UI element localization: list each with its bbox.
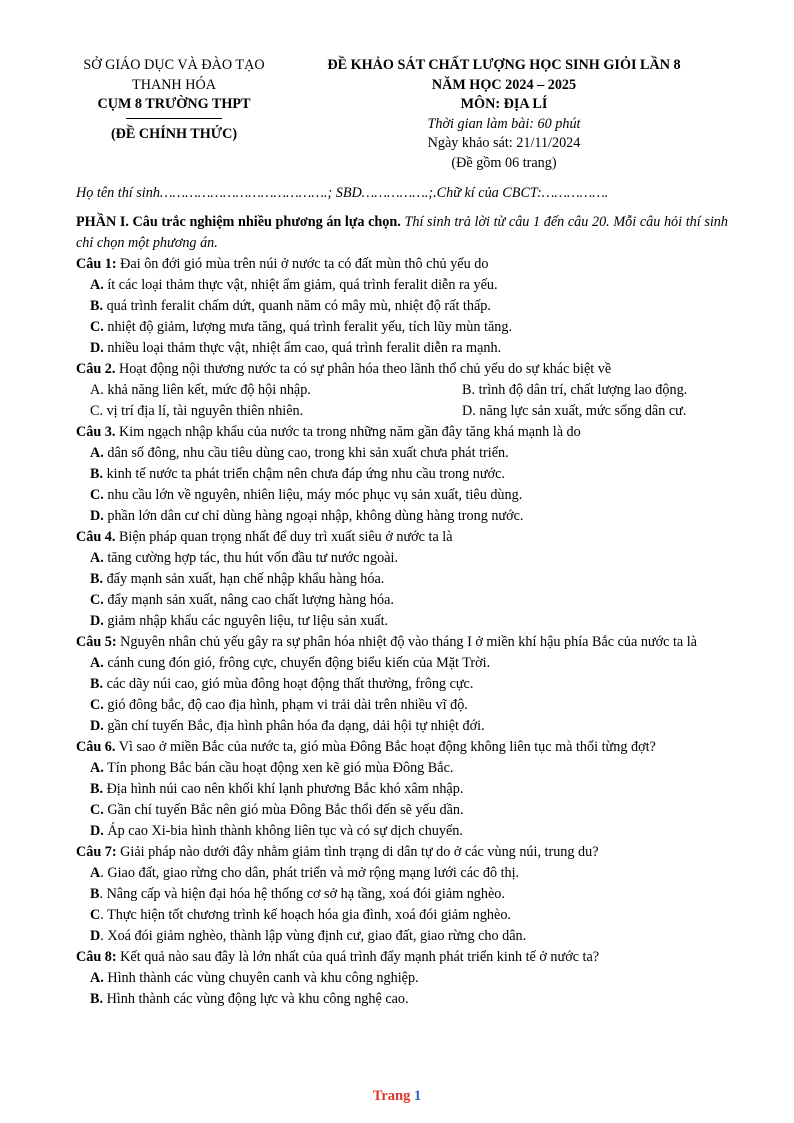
- option-letter: C.: [90, 487, 104, 503]
- option-line: [90, 569, 728, 590]
- question-8: [76, 947, 728, 968]
- exam-date: Ngày khảo sát: 21/11/2024: [427, 135, 581, 151]
- option-letter: C.: [90, 403, 104, 419]
- answer-option: [90, 508, 523, 524]
- option-text: Địa hình núi cao nên khối khí lạnh phương Bắc khó xâm nhập.: [103, 781, 464, 797]
- answer-option: [90, 298, 491, 314]
- option-letter: A.: [90, 550, 104, 566]
- subject-title: MÔN: ĐỊA LÍ: [460, 96, 548, 112]
- option-text: ít các loại thảm thực vật, nhiệt ẩm giảm, quá trình feralit diễn ra yếu.: [103, 277, 498, 293]
- cluster-name: CỤM 8 TRƯỜNG THPT: [97, 96, 251, 112]
- option-row: [90, 401, 728, 422]
- option-line: [90, 989, 728, 1010]
- option-line: [90, 464, 728, 485]
- option-text: . Thực hiện tốt chương trình kế hoạch hóa gia đình, xoá đói giảm nghèo.: [100, 907, 511, 923]
- option-letter: A.: [90, 445, 104, 461]
- department-name: SỞ GIÁO DỤC VÀ ĐÀO TẠO: [83, 57, 265, 73]
- question-7: [76, 842, 728, 863]
- footer-page-word: Trang: [372, 1088, 411, 1104]
- option-text: vị trí địa lí, tài nguyên thiên nhiên.: [103, 403, 304, 419]
- question-3: [76, 422, 728, 443]
- option-line: [90, 821, 728, 842]
- answer-option: [90, 970, 419, 986]
- question-4: [76, 527, 728, 548]
- answer-option: [90, 823, 463, 839]
- answer-option: [90, 466, 505, 482]
- answer-option: [90, 340, 501, 356]
- option-letter: A: [90, 865, 101, 881]
- question-text: Vì sao ở miền Bắc của nước ta, gió mùa Đông Bắc hoạt động không liên tục mà thổi từng đợt?: [115, 739, 656, 755]
- question-list: [76, 254, 728, 1010]
- option-line: [90, 758, 728, 779]
- option-text: Gần chí tuyến Bắc nên gió mùa Đông Bắc thổi đến sẽ yếu dần.: [103, 802, 464, 818]
- option-text: gió đông bắc, độ cao địa hình, phạm vi trải dài trên nhiều vĩ độ.: [103, 697, 468, 713]
- question-label: Câu 5:: [76, 634, 117, 650]
- answer-option: [90, 802, 464, 818]
- option-cell: [90, 401, 462, 422]
- answer-option: [90, 676, 473, 692]
- option-text: . Xoá đói giảm nghèo, thành lập vùng định cư, giao đất, giao rừng cho dân.: [100, 928, 527, 944]
- question-label: Câu 1:: [76, 256, 117, 272]
- option-text: kinh tế nước ta phát triển chậm nên chưa đáp ứng nhu cầu trong nước.: [103, 466, 505, 482]
- question-label: Câu 6.: [76, 739, 116, 755]
- option-letter: C.: [90, 802, 104, 818]
- option-line: [90, 611, 728, 632]
- question-text: Kết quả nào sau đây là lớn nhất của quá trình đẩy mạnh phát triển kinh tế ở nước ta?: [116, 949, 600, 965]
- option-line: [90, 443, 728, 464]
- option-text: nhu cầu lớn về nguyên, nhiên liệu, máy móc phục vụ sản xuất, tiêu dùng.: [103, 487, 523, 503]
- answer-option: [90, 403, 303, 419]
- option-letter: C.: [90, 592, 104, 608]
- question-6: [76, 737, 728, 758]
- exam-header: [0, 56, 794, 171]
- option-text: Hình thành các vùng chuyên canh và khu công nghiệp.: [103, 970, 419, 986]
- school-year: NĂM HỌC 2024 – 2025: [431, 76, 577, 93]
- answer-option: [90, 991, 409, 1007]
- answer-option: [90, 697, 468, 713]
- option-line: [90, 968, 728, 989]
- option-line: [90, 674, 728, 695]
- page-footer: [0, 1086, 794, 1107]
- option-line: [90, 506, 728, 527]
- part-1-intro: [76, 212, 728, 254]
- option-line: [90, 926, 728, 947]
- option-text: năng lực sản xuất, mức sống dân cư.: [475, 403, 687, 419]
- question-5: [76, 632, 728, 653]
- option-line: [90, 863, 728, 884]
- footer-page-number: 1: [413, 1088, 422, 1104]
- option-text: tăng cường hợp tác, thu hút vốn đầu tư nước ngoài.: [103, 550, 398, 566]
- option-text: gần chí tuyến Bắc, địa hình phân hóa đa dạng, dải hội tự nhiệt đới.: [103, 718, 485, 734]
- option-line: [90, 590, 728, 611]
- option-letter: D.: [90, 718, 104, 734]
- exam-duration: Thời gian làm bài: 60 phút: [427, 115, 581, 132]
- student-info-line: Họ tên thí sinh………………………………….; SBD…………….;.Chữ kí của CBCT:…………….: [76, 185, 609, 201]
- question-text: Nguyên nhân chủ yếu gây ra sự phân hóa nhiệt độ vào tháng I ở miền khí hậu phía Bắc của nước ta là: [116, 634, 697, 650]
- question-label: Câu 4.: [76, 529, 116, 545]
- option-letter: B.: [462, 382, 476, 398]
- option-letter: C.: [90, 319, 104, 335]
- answer-option: [90, 928, 526, 944]
- answer-option: [90, 382, 311, 398]
- option-text: nhiệt độ giảm, lượng mưa tăng, quá trình feralit yếu, tích lũy mùn tăng.: [103, 319, 513, 335]
- option-line: [90, 779, 728, 800]
- exam-title-block: [296, 56, 712, 173]
- option-text: giảm nhập khẩu các nguyên liệu, tư liệu sản xuất.: [103, 613, 389, 629]
- option-line: [90, 338, 728, 359]
- option-letter: B: [90, 886, 100, 902]
- option-text: Hình thành các vùng động lực và khu công nghệ cao.: [103, 991, 409, 1007]
- option-letter: D.: [90, 823, 104, 839]
- option-line: [90, 317, 728, 338]
- issuer-block: [60, 56, 288, 144]
- option-letter: A.: [90, 970, 104, 986]
- answer-option: [90, 760, 453, 776]
- option-letter: A.: [90, 760, 104, 776]
- option-letter: B.: [90, 676, 104, 692]
- option-text: nhiều loại thảm thực vật, nhiệt ẩm cao, quá trình feralit diễn ra mạnh.: [103, 340, 502, 356]
- question-text: Đai ôn đới gió mùa trên núi ở nước ta có đất mùn thô chủ yếu do: [116, 256, 489, 272]
- question-label: Câu 8:: [76, 949, 117, 965]
- answer-option: [90, 655, 490, 671]
- option-text: dân số đông, nhu cầu tiêu dùng cao, trong khi sản xuất chưa phát triển.: [103, 445, 509, 461]
- option-line: [90, 275, 728, 296]
- answer-option: [90, 781, 463, 797]
- question-1: [76, 254, 728, 275]
- option-text: . Giao đất, giao rừng cho dân, phát triển và mở rộng mạng lưới các đô thị.: [100, 865, 520, 881]
- question-label: Câu 2.: [76, 361, 116, 377]
- answer-option: [90, 487, 522, 503]
- option-line: [90, 800, 728, 821]
- option-letter: C.: [90, 697, 104, 713]
- answer-option: [90, 592, 394, 608]
- option-letter: B.: [90, 991, 104, 1007]
- option-line: [90, 485, 728, 506]
- option-text: Tín phong Bắc bán cầu hoạt động xen kẽ gió mùa Đông Bắc.: [103, 760, 454, 776]
- option-text: Áp cao Xi-bia hình thành không liên tục và có sự dịch chuyển.: [103, 823, 463, 839]
- province-name: THANH HÓA: [132, 76, 216, 93]
- option-text: . Nâng cấp và hiện đại hóa hệ thống cơ sở hạ tầng, xoá đói giảm nghèo.: [99, 886, 505, 902]
- question-text: Biện pháp quan trọng nhất để duy trì xuất siêu ở nước ta là: [115, 529, 453, 545]
- header-divider: [126, 118, 222, 119]
- option-line: [90, 695, 728, 716]
- option-letter: A.: [90, 382, 104, 398]
- option-cell: [462, 401, 686, 422]
- question-text: Hoạt động nội thương nước ta có sự phân hóa theo lãnh thổ chủ yếu do sự khác biệt về: [115, 361, 612, 377]
- option-letter: D.: [90, 340, 104, 356]
- answer-option: [90, 718, 485, 734]
- option-cell: [462, 380, 687, 401]
- answer-option: [90, 319, 512, 335]
- option-letter: D.: [462, 403, 476, 419]
- option-letter: D: [90, 928, 101, 944]
- question-label: Câu 7:: [76, 844, 117, 860]
- option-letter: B.: [90, 571, 104, 587]
- option-letter: A.: [90, 655, 104, 671]
- option-text: các dãy núi cao, gió mùa đông hoạt động thất thường, frông cực.: [103, 676, 474, 692]
- option-line: [90, 296, 728, 317]
- answer-option: [90, 445, 509, 461]
- answer-option: [462, 403, 686, 419]
- option-line: [90, 905, 728, 926]
- answer-option: [90, 907, 511, 923]
- option-letter: D.: [90, 508, 104, 524]
- answer-option: [90, 550, 398, 566]
- option-letter: B.: [90, 466, 104, 482]
- question-text: Kim ngạch nhập khẩu của nước ta trong những năm gần đây tăng khá mạnh là do: [115, 424, 581, 440]
- option-row: [90, 380, 728, 401]
- question-label: Câu 3.: [76, 424, 116, 440]
- option-text: cánh cung đón gió, frông cực, chuyển động biểu kiến của Mặt Trời.: [103, 655, 491, 671]
- option-line: [90, 548, 728, 569]
- option-line: [90, 653, 728, 674]
- part-1-instruction: Thí sinh trả lời từ câu 1 đến câu 20. Mỗi câu hỏi thí sinh chỉ chọn một phương án.: [76, 214, 728, 251]
- option-text: khả năng liên kết, mức độ hội nhập.: [103, 382, 311, 398]
- question-text: Giải pháp nào dưới đây nhằm giảm tình trạng di dân tự do ở các vùng núi, trung du?: [116, 844, 599, 860]
- option-line: [90, 716, 728, 737]
- part-1-heading: PHẦN I. Câu trắc nghiệm nhiều phương án lựa chọn.: [76, 214, 401, 230]
- answer-option: [462, 382, 687, 398]
- question-2: [76, 359, 728, 380]
- page-count-note: (Đề gồm 06 trang): [451, 154, 557, 171]
- option-text: đẩy mạnh sản xuất, nâng cao chất lượng hàng hóa.: [103, 592, 394, 608]
- exam-title: ĐỀ KHẢO SÁT CHẤT LƯỢNG HỌC SINH GIỎI LẦN 8: [327, 57, 681, 73]
- official-label: (ĐỀ CHÍNH THỨC): [110, 125, 238, 142]
- option-text: đẩy mạnh sản xuất, hạn chế nhập khẩu hàng hóa.: [103, 571, 385, 587]
- option-letter: D.: [90, 613, 104, 629]
- option-text: phần lớn dân cư chỉ dùng hàng ngoại nhập, không dùng hàng trong nước.: [103, 508, 524, 524]
- answer-option: [90, 865, 519, 881]
- option-line: [90, 884, 728, 905]
- option-letter: A.: [90, 277, 104, 293]
- exam-content: [76, 212, 728, 1010]
- answer-option: [90, 277, 498, 293]
- option-letter: B.: [90, 781, 104, 797]
- option-letter: B.: [90, 298, 104, 314]
- option-cell: [90, 380, 462, 401]
- answer-option: [90, 886, 505, 902]
- answer-option: [90, 613, 388, 629]
- answer-option: [90, 571, 384, 587]
- option-text: quá trình feralit chấm dứt, quanh năm có mây mù, nhiệt độ rất thấp.: [103, 298, 491, 314]
- option-letter: C: [90, 907, 101, 923]
- option-text: trình độ dân trí, chất lượng lao động.: [475, 382, 688, 398]
